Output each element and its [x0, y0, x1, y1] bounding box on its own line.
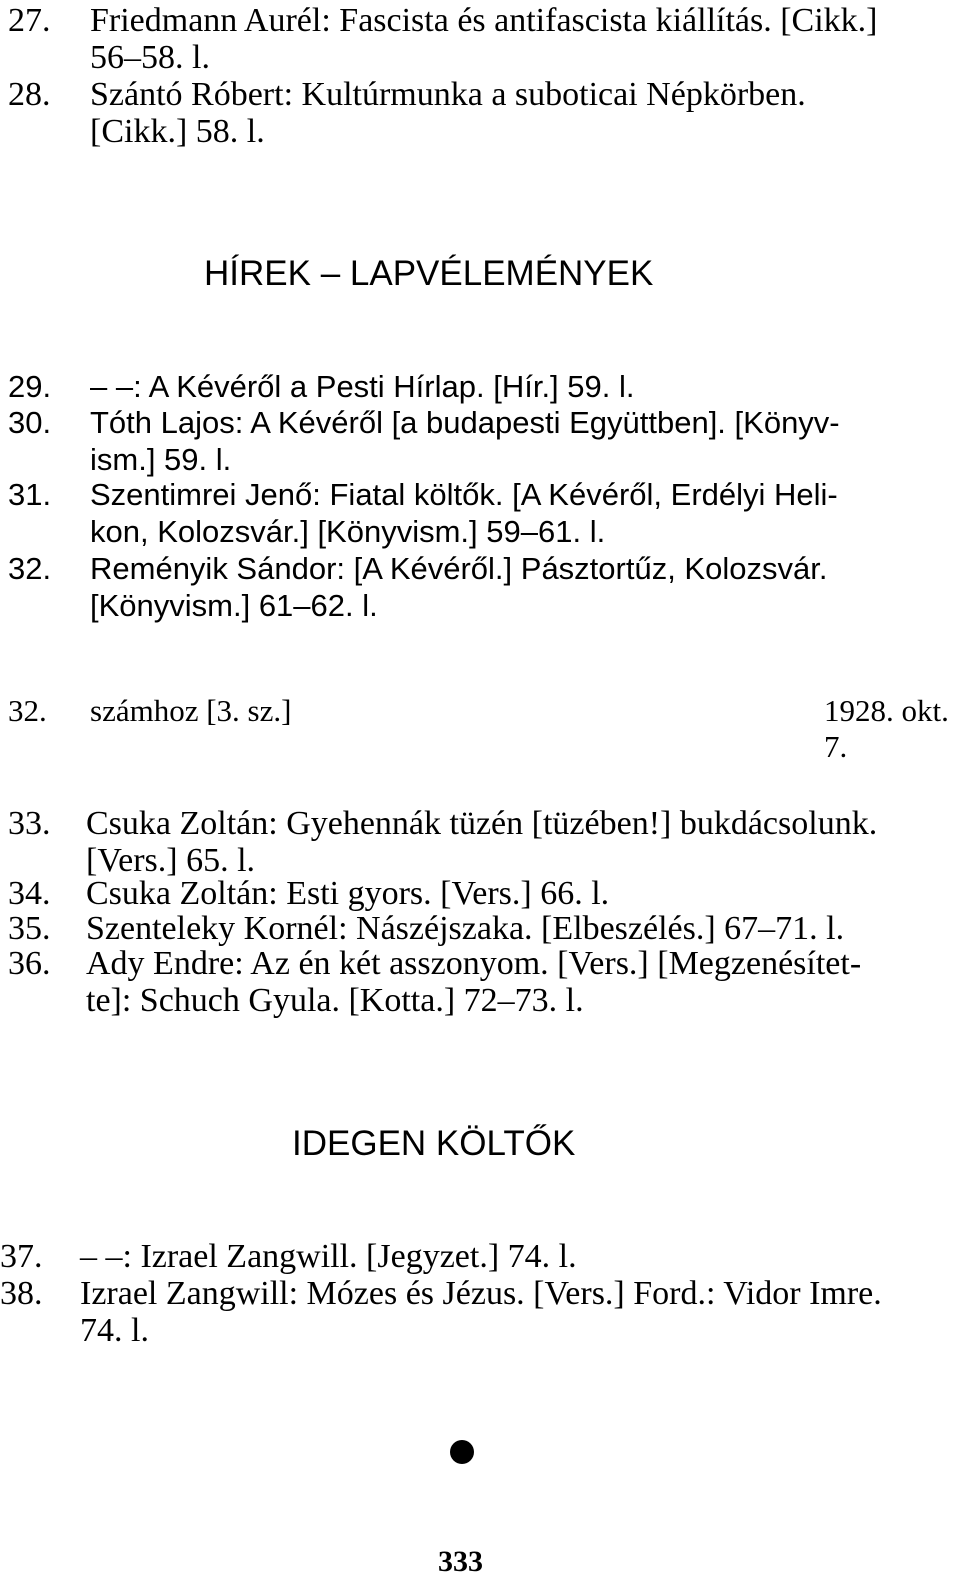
entry-line: kon, Kolozsvár.] [Könyvism.] 59–61. l.	[90, 514, 606, 549]
section-heading-news: HÍREK – LAPVÉLEMÉNYEK	[204, 254, 654, 293]
entry-line: [Vers.] 65. l.	[86, 842, 256, 879]
entry-number: 37.	[0, 1238, 43, 1275]
entry-line: Csuka Zoltán: Gyehennák tüzén [tüzében!] bukdácsolunk.	[86, 805, 878, 842]
entry-line: – –: A Kévéről a Pesti Hírlap. [Hír.] 59. l.	[90, 369, 635, 404]
entry-number: 33.	[8, 805, 51, 842]
issue-label: számhoz [3. sz.]	[90, 693, 292, 728]
entry-line: ism.] 59. l.	[90, 442, 232, 477]
entry-line: te]: Schuch Gyula. [Kotta.] 72–73. l.	[86, 982, 584, 1019]
entry-number: 36.	[8, 945, 51, 982]
entry-line: Szántó Róbert: Kultúrmunka a suboticai Népkörben.	[90, 76, 806, 113]
section-heading-foreign-poets: IDEGEN KÖLTŐK	[292, 1124, 576, 1163]
entry-number: 29.	[8, 369, 52, 404]
entry-line: [Cikk.] 58. l.	[90, 113, 265, 150]
issue-date: 1928. okt. 7.	[824, 693, 949, 764]
entry-line: Tóth Lajos: A Kévéről [a budapesti Együttben]. [Könyv-	[90, 405, 840, 440]
ornament-bullet-icon	[450, 1440, 474, 1464]
entry-number: 35.	[8, 910, 51, 947]
issue-number: 32.	[8, 693, 47, 728]
entry-line: Szentimrei Jenő: Fiatal költők. [A Kévéről, Erdélyi Heli-	[90, 477, 838, 512]
entry-number: 31.	[8, 477, 52, 512]
entry-line: [Könyvism.] 61–62. l.	[90, 588, 378, 623]
entry-line: Szenteleky Kornél: Nászéjszaka. [Elbeszélés.] 67–71. l.	[86, 910, 845, 947]
entry-number: 38.	[0, 1275, 43, 1312]
issue-header	[0, 693, 960, 764]
entry-line: Reményik Sándor: [A Kévéről.] Pásztortűz, Kolozsvár.	[90, 551, 828, 586]
entry-number: 34.	[8, 875, 51, 912]
entry-line: Friedmann Aurél: Fascista és antifascista kiállítás. [Cikk.]	[90, 2, 878, 39]
entry-line: – –: Izrael Zangwill. [Jegyzet.] 74. l.	[80, 1238, 577, 1275]
entry-line: Csuka Zoltán: Esti gyors. [Vers.] 66. l.	[86, 875, 610, 912]
entry-line: Izrael Zangwill: Mózes és Jézus. [Vers.] Ford.: Vidor Imre.	[80, 1275, 882, 1312]
entry-line: 56–58. l.	[90, 39, 210, 76]
page-number: 333	[438, 1545, 483, 1578]
entry-number: 32.	[8, 551, 52, 586]
entry-number: 30.	[8, 405, 52, 440]
entry-number: 27.	[8, 2, 51, 39]
entry-line: Ady Endre: Az én két asszonyom. [Vers.] [Megzenésítet-	[86, 945, 862, 982]
entry-number: 28.	[8, 76, 51, 113]
entry-line: 74. l.	[80, 1312, 149, 1349]
